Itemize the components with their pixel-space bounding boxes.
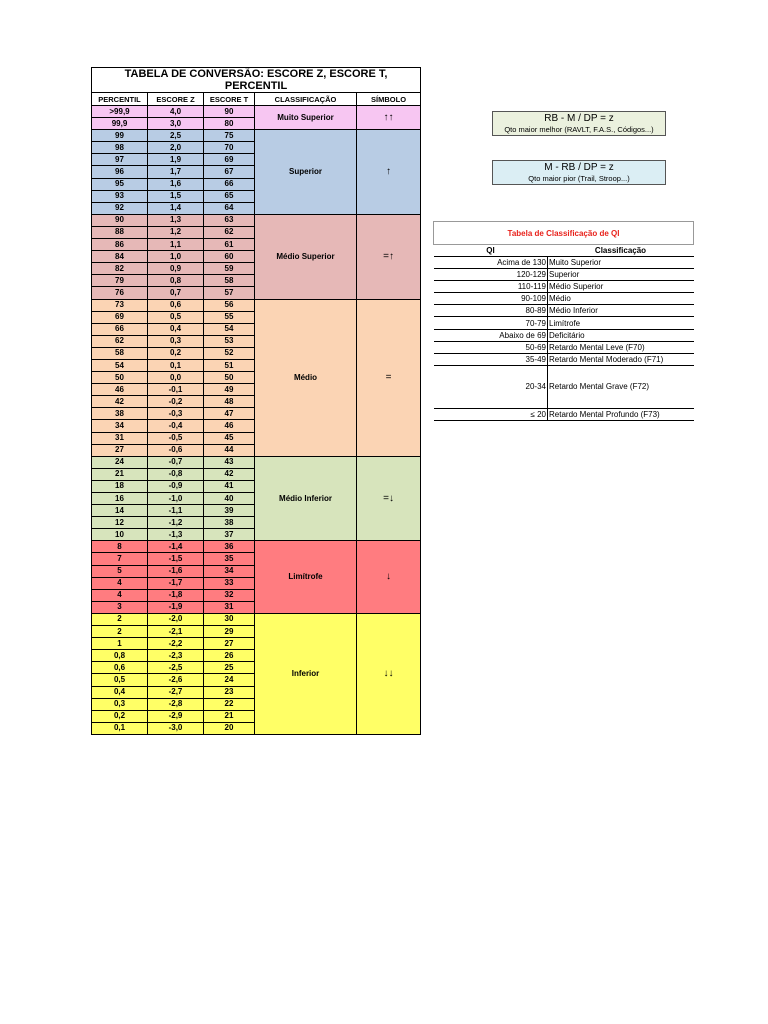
cell-percentil: 82 [92,263,148,275]
cell-percentil: 42 [92,396,148,408]
conversion-table [91,67,421,735]
cell-escore-z: 1,9 [148,154,204,166]
cell-percentil: 7 [92,553,148,565]
cell-escore-z: -1,8 [148,589,204,601]
iq-cell-qi: 80-89 [434,305,548,317]
iq-cell-classificacao: Retardo Mental Profundo (F73) [548,408,694,420]
cell-escore-z: -0,5 [148,432,204,444]
cell-escore-z: 1,6 [148,178,204,190]
formula-description: Qto maior melhor (RAVLT, F.A.S., Códigos...) [504,125,654,134]
cell-escore-z: -0,4 [148,420,204,432]
cell-escore-z: -1,6 [148,565,204,577]
cell-escore-z: 1,1 [148,239,204,251]
cell-classificacao: Médio [255,299,357,456]
cell-escore-z: 0,6 [148,299,204,311]
cell-escore-t: 66 [204,178,255,190]
cell-percentil: 93 [92,190,148,202]
cell-percentil: 69 [92,311,148,323]
cell-percentil: 50 [92,372,148,384]
cell-percentil: 34 [92,420,148,432]
cell-escore-z: 0,0 [148,372,204,384]
iq-table-row [434,269,694,281]
formula-text: M - RB / DP = z [544,162,614,173]
cell-percentil: 0,4 [92,686,148,698]
header-classificacao: CLASSIFICAÇÃO [255,93,357,106]
cell-classificacao: Inferior [255,613,357,734]
cell-escore-z: -2,2 [148,638,204,650]
cell-simbolo: ↑ [357,130,421,215]
conversion-table-body [92,106,421,735]
cell-percentil: 84 [92,251,148,263]
cell-escore-t: 62 [204,226,255,238]
cell-escore-z: -2,0 [148,613,204,625]
cell-percentil: 54 [92,359,148,371]
cell-simbolo: ↓↓ [357,613,421,734]
cell-percentil: 66 [92,323,148,335]
cell-percentil: 4 [92,577,148,589]
cell-percentil: 14 [92,505,148,517]
cell-percentil: 5 [92,565,148,577]
iq-table-row [434,365,694,408]
cell-escore-z: -2,7 [148,686,204,698]
iq-table-title: Tabela de Classificação de QI [434,222,694,245]
cell-escore-t: 90 [204,106,255,118]
cell-percentil: 21 [92,468,148,480]
cell-escore-z: 1,0 [148,251,204,263]
cell-percentil: 31 [92,432,148,444]
cell-escore-z: -2,1 [148,626,204,638]
iq-cell-qi: 50-69 [434,341,548,353]
cell-escore-t: 35 [204,553,255,565]
cell-percentil: 0,6 [92,662,148,674]
cell-percentil: 0,1 [92,722,148,734]
table-row [92,299,421,311]
cell-escore-z: -1,9 [148,601,204,613]
cell-classificacao: Muito Superior [255,106,357,130]
cell-escore-z: -0,9 [148,480,204,492]
cell-escore-z: -1,0 [148,493,204,505]
cell-escore-t: 53 [204,335,255,347]
cell-escore-z: -0,3 [148,408,204,420]
cell-simbolo: ↑↑ [357,106,421,130]
cell-escore-z: 0,4 [148,323,204,335]
cell-simbolo: = [357,299,421,456]
cell-escore-z: -1,3 [148,529,204,541]
cell-escore-t: 26 [204,650,255,662]
cell-escore-z: -0,1 [148,384,204,396]
cell-escore-z: 0,9 [148,263,204,275]
cell-escore-t: 39 [204,505,255,517]
iq-cell-classificacao: Médio Superior [548,281,694,293]
cell-escore-z: 0,5 [148,311,204,323]
cell-percentil: 86 [92,239,148,251]
cell-percentil: 0,5 [92,674,148,686]
iq-table-row [434,353,694,365]
cell-percentil: 3 [92,601,148,613]
cell-escore-z: -2,3 [148,650,204,662]
cell-escore-z: 2,5 [148,130,204,142]
cell-escore-z: 1,2 [148,226,204,238]
cell-percentil: 0,2 [92,710,148,722]
cell-escore-t: 57 [204,287,255,299]
cell-escore-t: 31 [204,601,255,613]
cell-escore-z: -1,5 [148,553,204,565]
cell-percentil: 76 [92,287,148,299]
cell-percentil: 95 [92,178,148,190]
cell-percentil: 4 [92,589,148,601]
cell-escore-z: -0,8 [148,468,204,480]
cell-classificacao: Superior [255,130,357,215]
cell-escore-z: 1,5 [148,190,204,202]
cell-escore-t: 24 [204,674,255,686]
cell-percentil: >99,9 [92,106,148,118]
cell-escore-t: 51 [204,359,255,371]
formula-box-higher-worse [492,160,666,185]
iq-cell-classificacao: Retardo Mental Leve (F70) [548,341,694,353]
cell-escore-z: -2,8 [148,698,204,710]
cell-escore-t: 40 [204,493,255,505]
cell-percentil: 0,8 [92,650,148,662]
iq-cell-qi: 70-79 [434,317,548,329]
iq-cell-classificacao: Superior [548,269,694,281]
cell-percentil: 2 [92,626,148,638]
cell-escore-z: -0,2 [148,396,204,408]
cell-percentil: 38 [92,408,148,420]
cell-percentil: 2 [92,613,148,625]
cell-escore-z: 2,0 [148,142,204,154]
cell-escore-t: 80 [204,118,255,130]
iq-table-row [434,317,694,329]
cell-percentil: 92 [92,202,148,214]
table-row [92,214,421,226]
cell-escore-z: 1,4 [148,202,204,214]
cell-escore-t: 48 [204,396,255,408]
cell-escore-t: 49 [204,384,255,396]
cell-escore-t: 54 [204,323,255,335]
cell-escore-t: 38 [204,517,255,529]
cell-escore-z: -2,9 [148,710,204,722]
cell-escore-z: -2,6 [148,674,204,686]
cell-escore-t: 20 [204,722,255,734]
iq-table-row [434,257,694,269]
cell-escore-t: 44 [204,444,255,456]
cell-escore-z: 0,1 [148,359,204,371]
cell-escore-t: 46 [204,420,255,432]
cell-escore-z: 4,0 [148,106,204,118]
cell-escore-z: -1,7 [148,577,204,589]
iq-table-row [434,408,694,420]
cell-escore-z: 0,8 [148,275,204,287]
iq-cell-qi: 90-109 [434,293,548,305]
cell-percentil: 99 [92,130,148,142]
cell-escore-z: -1,4 [148,541,204,553]
iq-cell-qi: Abaixo de 69 [434,329,548,341]
iq-cell-qi: Acima de 130 [434,257,548,269]
cell-classificacao: Médio Superior [255,214,357,299]
table-row [92,106,421,118]
cell-escore-t: 41 [204,480,255,492]
iq-table-row [434,305,694,317]
cell-percentil: 8 [92,541,148,553]
cell-escore-t: 61 [204,239,255,251]
cell-escore-t: 60 [204,251,255,263]
cell-escore-t: 43 [204,456,255,468]
cell-escore-t: 63 [204,214,255,226]
cell-percentil: 24 [92,456,148,468]
iq-cell-classificacao: Muito Superior [548,257,694,269]
cell-escore-z: 3,0 [148,118,204,130]
cell-percentil: 73 [92,299,148,311]
cell-simbolo: =↑ [357,214,421,299]
cell-escore-z: -1,1 [148,505,204,517]
iq-cell-classificacao: Deficitário [548,329,694,341]
cell-escore-t: 58 [204,275,255,287]
iq-cell-qi: 35-49 [434,353,548,365]
cell-escore-z: -2,5 [148,662,204,674]
iq-classification-table [433,221,694,421]
header-escore-t: ESCORE T [204,93,255,106]
cell-percentil: 99,9 [92,118,148,130]
iq-cell-qi: 20-34 [434,365,548,408]
cell-escore-z: 0,2 [148,347,204,359]
iq-table-row [434,341,694,353]
cell-escore-t: 55 [204,311,255,323]
cell-escore-t: 52 [204,347,255,359]
cell-escore-z: 0,3 [148,335,204,347]
header-simbolo: SÍMBOLO [357,93,421,106]
iq-cell-qi: 110-119 [434,281,548,293]
cell-escore-t: 36 [204,541,255,553]
formula-box-higher-better [492,111,666,136]
cell-escore-z: 1,7 [148,166,204,178]
cell-escore-t: 23 [204,686,255,698]
cell-percentil: 10 [92,529,148,541]
cell-escore-t: 64 [204,202,255,214]
cell-escore-t: 47 [204,408,255,420]
cell-escore-t: 21 [204,710,255,722]
conversion-table-title: TABELA DE CONVERSÃO: ESCORE Z, ESCORE T, PERCENTIL [92,68,421,93]
cell-percentil: 79 [92,275,148,287]
cell-escore-t: 25 [204,662,255,674]
cell-escore-z: 1,3 [148,214,204,226]
cell-escore-z: -1,2 [148,517,204,529]
cell-percentil: 18 [92,480,148,492]
cell-escore-z: -0,7 [148,456,204,468]
cell-percentil: 16 [92,493,148,505]
table-row [92,541,421,553]
cell-percentil: 46 [92,384,148,396]
cell-escore-t: 33 [204,577,255,589]
formula-text: RB - M / DP = z [544,113,614,124]
iq-cell-classificacao: Médio Inferior [548,305,694,317]
iq-cell-classificacao: Médio [548,293,694,305]
iq-table-row [434,281,694,293]
cell-percentil: 27 [92,444,148,456]
cell-escore-z: -3,0 [148,722,204,734]
cell-simbolo: =↓ [357,456,421,541]
cell-escore-t: 69 [204,154,255,166]
iq-table-row [434,329,694,341]
cell-escore-t: 29 [204,626,255,638]
cell-escore-t: 42 [204,468,255,480]
cell-percentil: 58 [92,347,148,359]
cell-percentil: 97 [92,154,148,166]
header-escore-z: ESCORE Z [148,93,204,106]
iq-header-qi: QI [434,245,548,257]
cell-escore-t: 45 [204,432,255,444]
cell-percentil: 96 [92,166,148,178]
cell-escore-t: 37 [204,529,255,541]
cell-escore-t: 32 [204,589,255,601]
table-row [92,130,421,142]
cell-escore-t: 56 [204,299,255,311]
cell-escore-t: 75 [204,130,255,142]
cell-percentil: 12 [92,517,148,529]
cell-percentil: 1 [92,638,148,650]
cell-percentil: 98 [92,142,148,154]
iq-cell-qi: ≤ 20 [434,408,548,420]
cell-escore-t: 50 [204,372,255,384]
iq-cell-qi: 120-129 [434,269,548,281]
cell-escore-z: 0,7 [148,287,204,299]
iq-header-classificacao: Classificação [548,245,694,257]
cell-escore-t: 34 [204,565,255,577]
table-row [92,613,421,625]
cell-percentil: 88 [92,226,148,238]
iq-cell-classificacao: Retardo Mental Grave (F72) [548,365,694,408]
cell-percentil: 62 [92,335,148,347]
cell-classificacao: Médio Inferior [255,456,357,541]
cell-escore-t: 30 [204,613,255,625]
cell-escore-t: 27 [204,638,255,650]
iq-cell-classificacao: Limítrofe [548,317,694,329]
formula-description: Qto maior pior (Trail, Stroop...) [528,174,630,183]
cell-escore-t: 67 [204,166,255,178]
cell-percentil: 0,3 [92,698,148,710]
iq-cell-classificacao: Retardo Mental Moderado (F71) [548,353,694,365]
header-percentil: PERCENTIL [92,93,148,106]
cell-escore-t: 70 [204,142,255,154]
iq-table-row [434,293,694,305]
cell-escore-t: 59 [204,263,255,275]
cell-classificacao: Limítrofe [255,541,357,614]
cell-simbolo: ↓ [357,541,421,614]
cell-escore-t: 65 [204,190,255,202]
table-row [92,456,421,468]
cell-percentil: 90 [92,214,148,226]
cell-escore-z: -0,6 [148,444,204,456]
cell-escore-t: 22 [204,698,255,710]
